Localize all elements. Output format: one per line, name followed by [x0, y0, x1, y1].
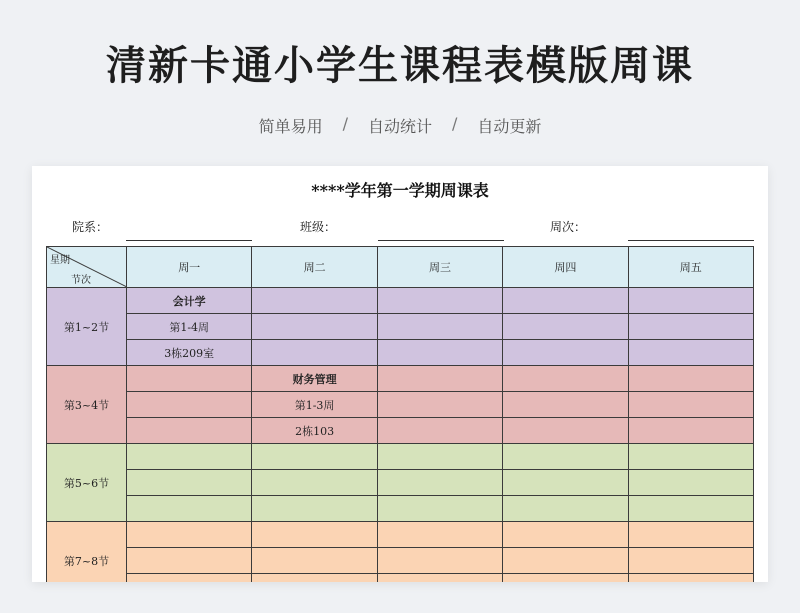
- cell[interactable]: [503, 392, 628, 418]
- sheet-title: ****学年第一学期周课表: [311, 181, 489, 200]
- table-row: [47, 392, 754, 418]
- period-label-3: 第5~6节: [47, 444, 127, 522]
- cell[interactable]: [252, 574, 377, 583]
- cell[interactable]: [377, 522, 502, 548]
- cell[interactable]: [628, 288, 753, 314]
- cell[interactable]: [628, 392, 753, 418]
- cell[interactable]: [628, 314, 753, 340]
- cell[interactable]: [628, 366, 753, 392]
- table-row: [47, 340, 754, 366]
- cell[interactable]: [628, 444, 753, 470]
- cell[interactable]: [252, 470, 377, 496]
- cell[interactable]: [127, 418, 252, 444]
- cell-mon-course[interactable]: 会计学: [127, 288, 252, 314]
- cell[interactable]: [252, 288, 377, 314]
- cell-mon-weeks[interactable]: 第1-4周: [127, 314, 252, 340]
- table-row: [47, 574, 754, 583]
- cell-mon-room[interactable]: 3栋209室: [127, 340, 252, 366]
- cell[interactable]: [377, 496, 502, 522]
- cell[interactable]: [127, 522, 252, 548]
- page-title: 清新卡通小学生课程表模版周课: [106, 43, 694, 89]
- cell[interactable]: [503, 340, 628, 366]
- cell[interactable]: [377, 418, 502, 444]
- table-row: [47, 470, 754, 496]
- class-label: 班级：: [300, 220, 337, 234]
- schedule-sheet: [32, 166, 768, 582]
- tag-easy: 简单易用: [258, 117, 323, 136]
- schedule-table: [46, 246, 754, 582]
- period-label-1: 第1~2节: [47, 288, 127, 366]
- cell[interactable]: [252, 314, 377, 340]
- day-header-thu: 周四: [503, 247, 628, 288]
- week-label: 周次：: [550, 220, 587, 234]
- period-label-2: 第3~4节: [47, 366, 127, 444]
- cell[interactable]: [503, 366, 628, 392]
- cell[interactable]: [377, 366, 502, 392]
- cell[interactable]: [377, 574, 502, 583]
- cell[interactable]: [377, 340, 502, 366]
- table-row: [47, 288, 754, 314]
- cell[interactable]: [127, 548, 252, 574]
- cell[interactable]: [503, 314, 628, 340]
- cell-tue-room[interactable]: 2栋103: [252, 418, 377, 444]
- table-row: [47, 314, 754, 340]
- day-header-fri: 周五: [628, 247, 753, 288]
- cell[interactable]: [252, 496, 377, 522]
- cell[interactable]: [377, 314, 502, 340]
- separator: /: [452, 114, 458, 133]
- cell[interactable]: [628, 574, 753, 583]
- cell[interactable]: [252, 340, 377, 366]
- cell[interactable]: [377, 548, 502, 574]
- cell[interactable]: [503, 574, 628, 583]
- table-row: [47, 418, 754, 444]
- cell[interactable]: [377, 288, 502, 314]
- cell[interactable]: [252, 522, 377, 548]
- cell[interactable]: [503, 496, 628, 522]
- table-header-row: [47, 247, 754, 288]
- cell[interactable]: [628, 496, 753, 522]
- cell[interactable]: [503, 522, 628, 548]
- cell[interactable]: [503, 288, 628, 314]
- cell[interactable]: [127, 366, 252, 392]
- corner-cell: [47, 247, 127, 288]
- table-row: [47, 444, 754, 470]
- day-header-tue: 周二: [252, 247, 377, 288]
- dept-field-line[interactable]: [126, 240, 252, 241]
- cell[interactable]: [628, 470, 753, 496]
- dept-label: 院系：: [72, 220, 109, 234]
- feature-tags: [0, 114, 800, 137]
- tag-auto-update: 自动更新: [477, 117, 542, 136]
- table-row: [47, 366, 754, 392]
- cell[interactable]: [252, 548, 377, 574]
- corner-weekday-label: 星期: [50, 255, 70, 266]
- corner-period-label: 节次: [71, 275, 91, 286]
- cell[interactable]: [503, 444, 628, 470]
- week-field-line[interactable]: [628, 240, 754, 241]
- cell-tue-weeks[interactable]: 第1-3周: [252, 392, 377, 418]
- cell[interactable]: [377, 392, 502, 418]
- cell[interactable]: [503, 418, 628, 444]
- separator: /: [342, 114, 348, 133]
- cell[interactable]: [503, 470, 628, 496]
- period-label-4: 第7~8节: [47, 522, 127, 583]
- cell[interactable]: [377, 444, 502, 470]
- cell[interactable]: [127, 444, 252, 470]
- class-field-line[interactable]: [378, 240, 504, 241]
- table-row: [47, 522, 754, 548]
- cell[interactable]: [127, 470, 252, 496]
- table-row: [47, 548, 754, 574]
- cell[interactable]: [127, 392, 252, 418]
- cell[interactable]: [252, 444, 377, 470]
- day-header-wed: 周三: [377, 247, 502, 288]
- cell[interactable]: [127, 574, 252, 583]
- cell[interactable]: [628, 522, 753, 548]
- day-header-mon: 周一: [127, 247, 252, 288]
- cell[interactable]: [628, 548, 753, 574]
- table-row: [47, 496, 754, 522]
- tag-auto-stats: 自动统计: [367, 117, 432, 136]
- cell[interactable]: [377, 470, 502, 496]
- cell-tue-course[interactable]: 财务管理: [252, 366, 377, 392]
- cell[interactable]: [503, 548, 628, 574]
- cell[interactable]: [628, 340, 753, 366]
- cell[interactable]: [127, 496, 252, 522]
- cell[interactable]: [628, 418, 753, 444]
